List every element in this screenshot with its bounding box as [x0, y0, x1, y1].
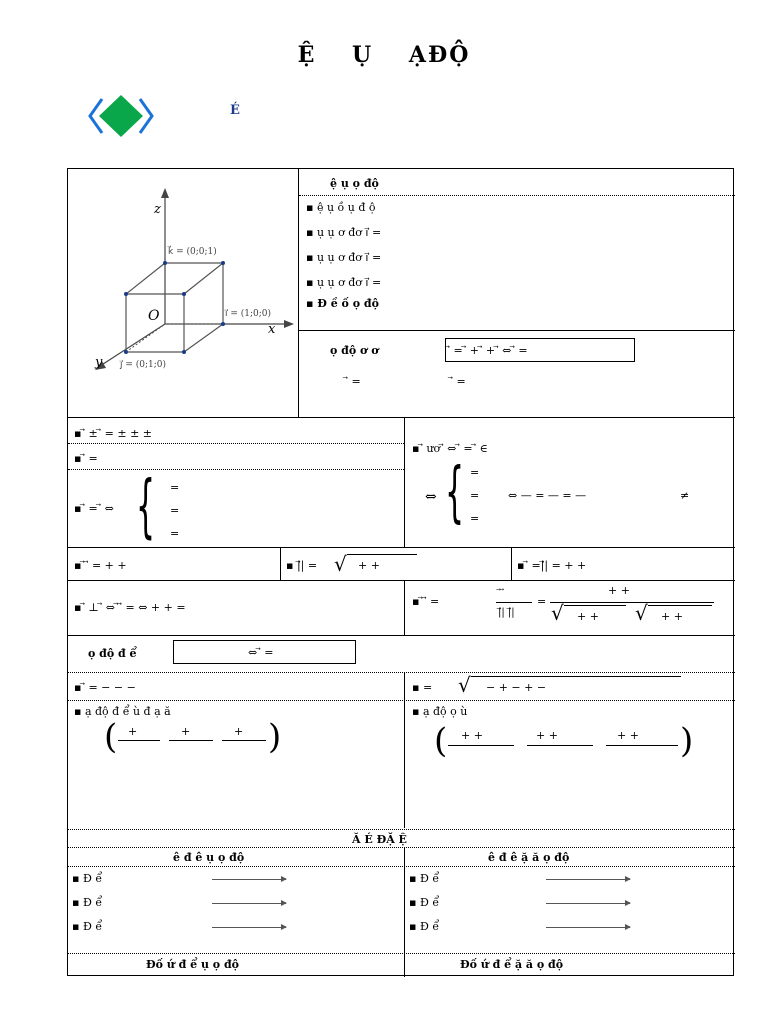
- page-title: Ệ Ụ ẠĐỘ: [297, 42, 471, 68]
- divider: [68, 443, 404, 444]
- iff-symbol: ⇔: [425, 489, 437, 505]
- brace: {: [445, 454, 465, 532]
- equal-row: =: [170, 527, 180, 540]
- vector-sum-formula: ▪ ⃗ ± ⃗ = ± ± ±: [74, 427, 153, 440]
- origin-label: O: [148, 308, 160, 324]
- point-coord-box: [173, 640, 356, 664]
- i-vector-label: i⃗ = (1;0;0): [225, 309, 272, 319]
- j-vector-label: j⃗ = (0;1;0): [120, 360, 167, 370]
- midpoint-term: +: [181, 725, 191, 738]
- vector-from-points-formula: ▪ ⃗ = − − −: [74, 681, 136, 694]
- divider: [511, 547, 512, 580]
- equals-sign: =: [537, 595, 547, 608]
- divider: [68, 547, 735, 548]
- section-subtitle: É: [230, 103, 240, 118]
- divider: [68, 635, 735, 636]
- definition-item: ▪ ụ ụ ơ đơ i⃗ =: [306, 276, 382, 289]
- arrow-icon: [212, 903, 286, 904]
- definition-note: ▪ Đ ề ố ọ độ: [306, 297, 379, 310]
- collinear-row: =: [470, 489, 480, 502]
- cosine-numerator: + +: [608, 584, 630, 597]
- arrow-icon: [546, 903, 630, 904]
- collinear-ratio: ⇔ — = — = —: [508, 489, 587, 502]
- fraction-bar: [169, 740, 213, 741]
- divider: [68, 866, 735, 867]
- divider: [68, 672, 735, 673]
- vector-a-formula: ⃗ =: [348, 375, 361, 388]
- collinear-row: =: [470, 466, 480, 479]
- midpoint-term: +: [234, 725, 244, 738]
- vector-length-radicand: + +: [358, 559, 380, 572]
- centroid-term: + +: [617, 729, 639, 742]
- axis-point-row: ▪ Đ ể: [72, 920, 103, 933]
- equal-row: =: [170, 504, 180, 517]
- divider: [404, 417, 405, 547]
- vector-coord-label: ọ độ ơ ơ: [330, 344, 379, 357]
- sqrt-symbol: √: [334, 552, 347, 576]
- plane-symmetric-heading: Đố ứ đ ể ặ ă ọ độ: [460, 958, 564, 971]
- right-paren: ): [268, 717, 282, 757]
- divider: [68, 580, 735, 581]
- divider: [404, 580, 405, 635]
- fraction-bar: [222, 740, 266, 741]
- plane-point-row: ▪ Đ ể: [409, 920, 440, 933]
- point-coord-formula: ⇔ ⃗ =: [248, 646, 274, 659]
- definition-item: ▪ ụ ụ ơ đơ i⃗ =: [306, 226, 382, 239]
- vector-equal-formula: ▪ ⃗ = ⃗ ⇔: [74, 502, 114, 515]
- left-paren: (: [104, 717, 118, 757]
- centroid-label: ▪ ạ độ ọ ù: [412, 705, 468, 718]
- length-squared-formula: ▪ ⃗ =|⃗| = + +: [517, 559, 587, 572]
- plane-point-row: ▪ Đ ể: [409, 872, 440, 885]
- cosine-label: ▪ ⃗ ⃗ =: [412, 595, 440, 608]
- k-vector-label: k⃗ = (0;0;1): [168, 247, 217, 257]
- divider: [68, 953, 735, 954]
- divider: [280, 547, 281, 580]
- coordinate-cube-figure: [88, 184, 298, 384]
- divider: [68, 700, 735, 701]
- point-coord-heading: ọ độ đ ể: [88, 647, 137, 660]
- brace: {: [136, 467, 156, 548]
- perpendicular-formula: ▪ ⃗ ⊥ ⃗ ⇔ ⃗ ⃗ = ⇔ + + =: [74, 601, 186, 614]
- fraction-bar: [448, 745, 514, 746]
- sqrt-symbol: √: [458, 673, 471, 697]
- fraction-bar: [527, 745, 593, 746]
- sqrt-bar: [471, 676, 681, 677]
- midpoint-term: +: [128, 725, 138, 738]
- dot-product-formula: ▪ ⃗ ⃗ = + +: [74, 559, 127, 572]
- equal-row: =: [170, 481, 180, 494]
- definition-item: ▪ ệ ụ ồ ụ đ ộ: [306, 201, 376, 214]
- formula-table: [67, 168, 734, 976]
- cosine-numerator-vectors: ⃗ ⃗: [501, 588, 505, 599]
- vector-b-formula: ⃗ =: [453, 375, 466, 388]
- axis-point-row: ▪ Đ ể: [72, 896, 103, 909]
- special-points-heading: Ă É ĐẶ Ệ: [352, 833, 407, 846]
- divider: [404, 672, 405, 828]
- sqrt-symbol: √: [551, 601, 564, 625]
- sqrt-symbol: √: [635, 601, 648, 625]
- sqrt-bar: [564, 605, 626, 606]
- sqrt-bar: [648, 605, 712, 606]
- centroid-term: + +: [536, 729, 558, 742]
- divider: [68, 469, 404, 470]
- divider: [68, 417, 735, 418]
- cosine-denominator-a: + +: [577, 610, 599, 623]
- arrow-icon: [212, 927, 286, 928]
- axis-points-heading: ê đ ê ụ ọ độ: [173, 851, 245, 864]
- cosine-denominator-lengths: |⃗| |⃗|: [498, 607, 515, 618]
- midpoint-label: ▪ ạ độ đ ể ù đ ạ ă: [74, 705, 171, 718]
- collinear-row: =: [470, 512, 480, 525]
- arrow-icon: [546, 927, 630, 928]
- x-axis-label: x: [268, 322, 276, 337]
- sqrt-bar: [347, 554, 417, 555]
- axis-point-row: ▪ Đ ể: [72, 872, 103, 885]
- arrow-icon: [212, 879, 286, 880]
- z-axis-label: z: [154, 202, 161, 217]
- cosine-denominator-b: + +: [661, 610, 683, 623]
- divider: [298, 169, 299, 417]
- y-axis-label: y: [95, 355, 103, 370]
- divider: [299, 330, 735, 331]
- arrow-icon: [546, 879, 630, 880]
- fraction-bar: [550, 602, 714, 603]
- fraction-bar: [118, 740, 160, 741]
- fraction-bar: [496, 602, 532, 603]
- collinear-formula: ▪ ⃗ ươ ⃗ ⇔ ⃗ = ⃗ ∈: [412, 442, 488, 455]
- not-equal-symbol: ≠: [680, 489, 690, 502]
- distance-radicand: − + − + −: [486, 681, 547, 694]
- divider: [299, 195, 735, 196]
- vector-coord-formula: ⃗ = ⃗ + ⃗ + ⃗ ⇔ ⃗ =: [450, 344, 528, 357]
- scalar-multiply-formula: ▪ ⃗ =: [74, 452, 98, 465]
- fraction-bar: [606, 745, 678, 746]
- divider: [68, 829, 735, 830]
- vector-coord-box: [445, 338, 635, 362]
- plane-point-row: ▪ Đ ể: [409, 896, 440, 909]
- left-paren: (: [434, 721, 448, 761]
- distance-formula: ▪ =: [412, 681, 433, 694]
- plane-points-heading: ê đ ê ặ ă ọ độ: [488, 851, 570, 864]
- centroid-term: + +: [461, 729, 483, 742]
- right-paren: ): [680, 721, 694, 761]
- vector-length-formula: ▪ |⃗| =: [286, 559, 318, 572]
- diamond-logo-icon: [88, 93, 154, 139]
- axis-symmetric-heading: Đố ứ đ ể ụ ọ độ: [146, 958, 239, 971]
- definition-item: ▪ ụ ụ ơ đơ i⃗ =: [306, 251, 382, 264]
- divider: [68, 847, 735, 848]
- system-heading: ệ ụ ọ độ: [330, 177, 379, 190]
